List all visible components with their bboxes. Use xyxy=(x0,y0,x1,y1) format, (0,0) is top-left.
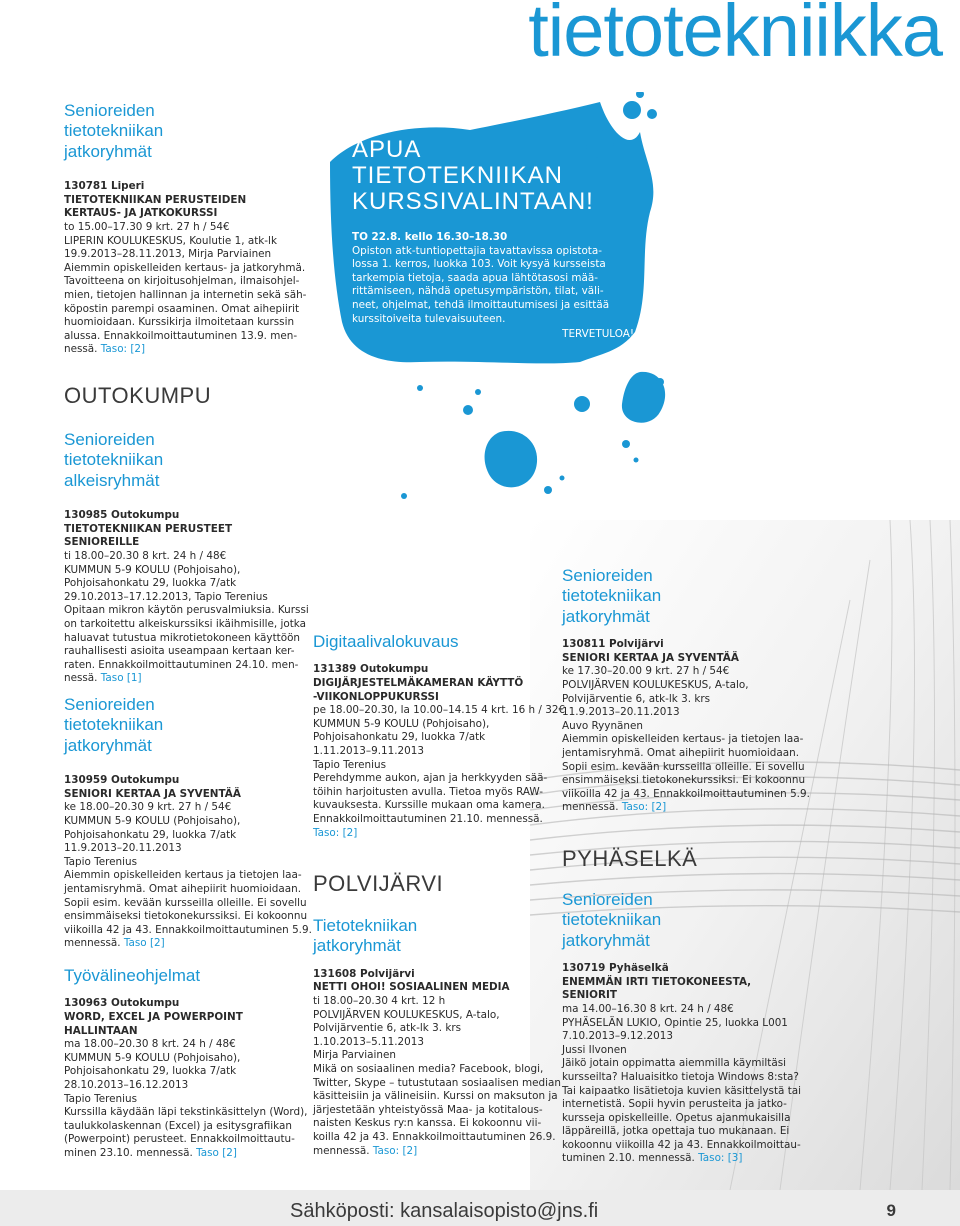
course-block-130963 xyxy=(64,966,308,1161)
level-label: Taso: [2] xyxy=(621,801,667,814)
page-number: 9 xyxy=(886,1201,896,1220)
level-label: Taso: [2] xyxy=(100,343,146,356)
course-details: 130719 Pyhäselkä ENEMMÄN IRTI TIETOKONEESTA, SENIORIT ma 14.00–16.30 8 krt. 24 h / 48€ PYHÄSELÄN LUKIO, Opintie 25, luokka L001 7.10.2013–9.12.2013 Jussi Ilvonen Jäikö jotain oppimatta aiemmilla käymiltäsi kursseilta? Haluaisitko tietoja Windows 8:sta? Tai kaipaatko lisätietoja kuvien käsittelystä tai internetistä. Sopii hyvin perusteita ja jatko- kursseja opiskelleille. Opetus ajanmukaisilla läppäreillä, jotka opettaja tuo mukanaan. Ei kokoonnu viikoilla 42 ja 43. Ennakkoilmoittau- tuminen 2.10. mennessä. Taso: [3] xyxy=(562,962,802,1165)
course-category-heading: Senioreiden tietotekniikan jatkoryhmät xyxy=(562,566,662,626)
course-details: 131389 Outokumpu DIGIJÄRJESTELMÄKAMERAN KÄYTTÖ -VIIKONLOPPUKURSSI pe 18.00–20.30, la 10.00–14.15 4 krt. 16 h / 32€ KUMMUN 5-9 KOULU (Pohjoisaho), Pohjoisahonkatu 29, luokka 7/atk 1.11.2013–9.11.2013 Tapio Terenius Perehdymme aukon, ajan ja herkkyyden sää- töihin harjoitusten avulla. Tietoa myös RAW- kuvauksesta. Kurssille mukaan oma kamera. Ennakkoilmoittautuminen 21.10. mennessä. Taso: [2] xyxy=(313,663,566,839)
course-block-130719 xyxy=(562,890,802,1166)
course-category-heading: Senioreiden tietotekniikan jatkoryhmät xyxy=(64,101,164,161)
course-details: 130959 Outokumpu SENIORI KERTAA JA SYVENTÄÄ ke 18.00–20.30 9 krt. 27 h / 54€ KUMMUN 5-9 KOULU (Pohjoisaho), Pohjoisahonkatu 29, luokka 7/atk 11.9.2013–20.11.2013 Tapio Terenius Aiemmin opiskelleiden kertaus ja tietojen laa- jentamisryhmä. Omat aihepiirit huomioidaan. Sopii esim. kevään kursseilla olleille. Ei sovellu ensimmäiseksi tietokonekurssiksi. Ei kokoonnu viikoilla 42 ja 43. Ennakkoilmoittautuminen 5.9. mennessä. Taso [2] xyxy=(64,774,312,950)
course-details: 130985 Outokumpu TIETOTEKNIIKAN PERUSTEET SENIOREILLE ti 18.00–20.30 8 krt. 24 h / 48€ KUMMUN 5-9 KOULU (Pohjoisaho), Pohjoisahonkatu 29, luokka 7/atk 29.10.2013–17.12.2013, Tapio Terenius Opitaan mikron käytön perusvalmiuksia. Kurssi on tarkoitettu alkeiskurssiksi ikäihmisille, jotka haluavat tutustua mikrotietokoneen käyttöön rauhallisesti asioita useampaan kertaan ker- raten. Ennakkoilmoittautuminen 24.10. men- nessä. Taso [1] xyxy=(64,509,309,685)
level-label: Taso: [3] xyxy=(698,1152,743,1165)
course-details: 130811 Polvijärvi SENIORI KERTAA JA SYVENTÄÄ ke 17.30–20.00 9 krt. 27 h / 54€ POLVIJÄRVEN KOULUKESKUS, A-talo, Polvijärventie 6, atk-lk 3. krs 11.9.2013–20.11.2013 Auvo Ryynänen Aiemmin opiskelleiden kertaus- ja tietojen laa- jentamisryhmä. Omat aihepiirit huomioidaan. Sopii esim. kevään kursseilla olleille. Ei sovellu ensimmäiseksi tietokonekurssiksi. Ei kokoonnu viikoilla 42 ja 43. Ennakkoilmoittautuminen 5.9. mennessä. Taso: [2] xyxy=(562,638,810,814)
level-label: Taso [2] xyxy=(196,1146,237,1159)
course-category-heading: Tietotekniikan jatkoryhmät xyxy=(313,916,418,956)
course-category-heading: Digitaalivalokuvaus xyxy=(313,632,459,651)
course-block-131389 xyxy=(313,632,566,840)
course-category-heading: Senioreiden tietotekniikan jatkoryhmät xyxy=(64,695,164,755)
course-block-130959 xyxy=(64,695,312,951)
level-label: Taso: [2] xyxy=(372,1144,418,1157)
course-block-131608 xyxy=(313,916,561,1158)
page-title: tietotekniikka xyxy=(528,0,942,72)
course-details: 130963 Outokumpu WORD, EXCEL JA POWERPOINT HALLINTAAN ma 18.00–20.30 8 krt. 24 h / 48€ KUMMUN 5-9 KOULU (Pohjoisaho), Pohjoisahonkatu 29, luokka 7/atk 28.10.2013–16.12.2013 Tapio Terenius Kurssilla käydään läpi tekstinkäsittelyn (Word), taulukkolaskennan (Excel) ja esitysgrafiikan (Powerpoint) perusteet. Ennakkoilmoittautu- minen 23.10. mennessä. Taso [2] xyxy=(64,997,308,1159)
level-label: Taso [2] xyxy=(123,937,165,950)
help-session-text: Opiston atk-tuntiopettajia tavattavissa opistota- lossa 1. kerros, luokka 103. Voit kysyä kursseista tarkempia tietoja, saada apua lähtötasosi mää- rittämiseen, nähdä opetusympäristön, tilat, väli- neet, ohjelmat, tehdä ilmoittautumisesi ja esittää kurssitoiveita tulevaisuuteen. xyxy=(352,244,610,325)
course-details: 131608 Polvijärvi NETTI OHOI! SOSIAALINEN MEDIA ti 18.00–20.30 4 krt. 12 h POLVIJÄRVEN KOULUKESKUS, A-talo, Polvijärventie 6, atk-lk 3. krs 1.10.2013–5.11.2013 Mirja Parviainen Mikä on sosiaalinen media? Facebook, blogi, Twitter, Skype – tutustutaan sosiaalisen median käsitteisiin ja välineisiin. Kurssi on maksuton ja järjestetään yhteistyössä Maa- ja kotitalous- naisten Keskus ry:n kanssa. Ei kokoonnu vii- koilla 42 ja 43. Ennakkoilmoittautuminen 26.9. mennessä. Taso: [2] xyxy=(313,967,561,1157)
footer-email-link[interactable]: Sähköposti: kansalaisopisto@jns.fi xyxy=(290,1200,599,1222)
section-heading-outokumpu: OUTOKUMPU xyxy=(64,383,212,408)
course-category-heading: Senioreiden tietotekniikan jatkoryhmät xyxy=(562,890,662,950)
section-heading-pyhaselka: PYHÄSELKÄ xyxy=(562,846,698,871)
welcome-text: TERVETULOA! xyxy=(562,328,634,341)
level-label: Taso [1] xyxy=(100,672,142,685)
help-session-announcement xyxy=(352,137,632,342)
course-category-heading: Senioreiden tietotekniikan alkeisryhmät xyxy=(64,430,164,490)
course-block-liperi xyxy=(64,101,307,357)
section-heading-polvijarvi: POLVIJÄRVI xyxy=(313,871,444,896)
course-details: 130781 Liperi TIETOTEKNIIKAN PERUSTEIDEN KERTAUS- JA JATKOKURSSI to 15.00–17.30 9 krt. 27 h / 54€ LIPERIN KOULUKESKUS, Koulutie 1, atk-lk 19.9.2013–28.11.2013, Mirja Parviainen Aiemmin opiskelleiden kertaus- ja jatkoryhmä. Tavoitteena on kirjoitusohjelman, ilmaisohjel- mien, tietojen hallinnan ja internetin sekä säh- köpostin parempi osaaminen. Omat aihepiirit huomioidaan. Kurssikirja ilmoitetaan kurssin alussa. Ennakkoilmoittautuminen 13.9. men- nessä. Taso: [2] xyxy=(64,180,307,356)
course-block-130811 xyxy=(562,566,810,815)
course-block-130985 xyxy=(64,430,309,686)
help-session-heading: APUA TIETOTEKNIIKAN KURSSIVALINTAAN! xyxy=(352,136,594,215)
level-label: Taso: [2] xyxy=(313,826,358,839)
help-session-date: TO 22.8. kello 16.30–18.30 xyxy=(352,231,508,243)
course-category-heading: Työvälineohjelmat xyxy=(64,966,201,985)
